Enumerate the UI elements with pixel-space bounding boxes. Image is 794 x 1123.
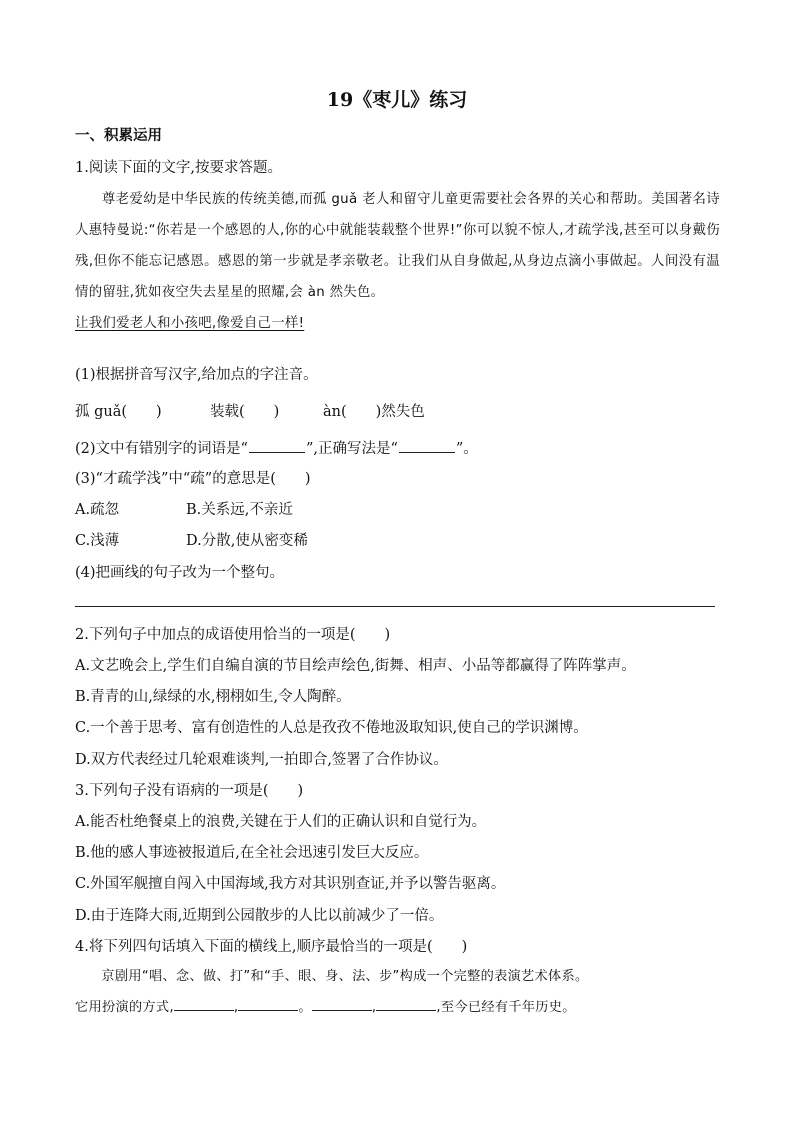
q3-option-a: A.能否杜绝餐桌上的浪费,关键在于人们的正确认识和自觉行为。 bbox=[75, 814, 487, 830]
q4-line-2-c: 。 bbox=[298, 1000, 312, 1015]
q4-line-2 bbox=[75, 992, 720, 1023]
q1-sub1-a: 孤 guǎ( ) bbox=[75, 404, 162, 420]
q1-option-d: D.分散,使从密变稀 bbox=[186, 533, 308, 549]
q3-option-c: C.外国军舰擅自闯入中国海域,我方对其识别查证,并予以警告驱离。 bbox=[75, 876, 506, 892]
q4-passage bbox=[75, 961, 720, 1023]
q4-line-2-a: 它用扮演的方式, bbox=[75, 1000, 174, 1015]
section-heading: 一、积累运用 bbox=[75, 128, 162, 144]
q1-sub2-text-b: ”,正确写法是“ bbox=[305, 441, 398, 457]
q1-option-b: B.关系远,不亲近 bbox=[186, 502, 293, 518]
q2-option-c: C.一个善于思考、富有创造性的人总是孜孜不倦地汲取知识,使自己的学识渊博。 bbox=[75, 720, 588, 736]
answer-blank[interactable] bbox=[376, 1009, 436, 1011]
q1-option-c: C.浅薄 bbox=[75, 533, 120, 549]
q4-line-2-e: ,至今已经有千年历史。 bbox=[436, 1000, 576, 1015]
answer-blank[interactable] bbox=[399, 451, 455, 453]
q1-sub4: (4)把画线的句子改为一个整句。 bbox=[75, 565, 285, 581]
q1-stem: 1.阅读下面的文字,按要求答题。 bbox=[75, 160, 282, 176]
q4-stem: 4.将下列四句话填入下面的横线上,顺序最恰当的一项是( ) bbox=[75, 939, 468, 955]
q3-option-b: B.他的感人事迹被报道后,在全社会迅速引发巨大反应。 bbox=[75, 845, 429, 861]
q2-stem: 2.下列句子中加点的成语使用恰当的一项是( ) bbox=[75, 627, 391, 643]
q1-option-a: A.疏忽 bbox=[75, 502, 120, 518]
answer-blank[interactable] bbox=[238, 1009, 298, 1011]
q2-option-d: D.双方代表经过几轮艰难谈判,一拍即合,签署了合作协议。 bbox=[75, 752, 448, 768]
answer-line[interactable] bbox=[75, 606, 715, 607]
passage-text: 尊老爱幼是中华民族的传统美德,而孤 guǎ 老人和留守儿童更需要社会各界的关心和帮助。美国著名诗人惠特曼说:“你若是一个感恩的人,你的心中就能装载整个世界!”你可以貌不惊人,才疏学浅,甚至可以身戴伤残,但你不能忘记感恩。感恩的第一步就是孝亲敬老。让我们从自身做起,从身边点滴小事做起。人间没有温情的留驻,犹如夜空失去星星的照耀,会 àn 然失色。 bbox=[75, 192, 720, 300]
underlined-sentence: 让我们爱老人和小孩吧,像爱自己一样! bbox=[75, 316, 305, 331]
q4-line-2-d: , bbox=[371, 1000, 377, 1015]
q1-sub2-text-a: (2)文中有错别字的词语是“ bbox=[75, 441, 248, 457]
q2-option-a: A.文艺晚会上,学生们自编自演的节目绘声绘色,街舞、相声、小品等都赢得了阵阵掌声。 bbox=[75, 658, 636, 674]
q1-sub2-text-c: ”。 bbox=[455, 441, 478, 457]
q2-option-b: B.青青的山,绿绿的水,栩栩如生,令人陶醉。 bbox=[75, 689, 351, 705]
q1-sub1-c: àn( )然失色 bbox=[323, 404, 425, 420]
q1-sub3: (3)“才疏学浅”中“疏”的意思是( ) bbox=[75, 471, 311, 487]
q4-line-1: 京剧用“唱、念、做、打”和“手、眼、身、法、步”构成一个完整的表演艺术体系。 bbox=[101, 969, 589, 984]
q1-passage bbox=[75, 184, 720, 339]
answer-blank[interactable] bbox=[249, 451, 305, 453]
answer-blank[interactable] bbox=[174, 1009, 234, 1011]
q3-option-d: D.由于连降大雨,近期到公园散步的人比以前减少了一倍。 bbox=[75, 908, 444, 924]
page-title: 19《枣儿》练习 bbox=[326, 89, 468, 111]
q3-stem: 3.下列句子没有语病的一项是( ) bbox=[75, 783, 304, 799]
q1-sub1-b: 装载( ) bbox=[210, 404, 280, 420]
q1-sub1: (1)根据拼音写汉字,给加点的字注音。 bbox=[75, 367, 318, 383]
q4-line-2-b: , bbox=[233, 1000, 239, 1015]
answer-blank[interactable] bbox=[312, 1009, 372, 1011]
q1-sub2 bbox=[75, 437, 478, 458]
